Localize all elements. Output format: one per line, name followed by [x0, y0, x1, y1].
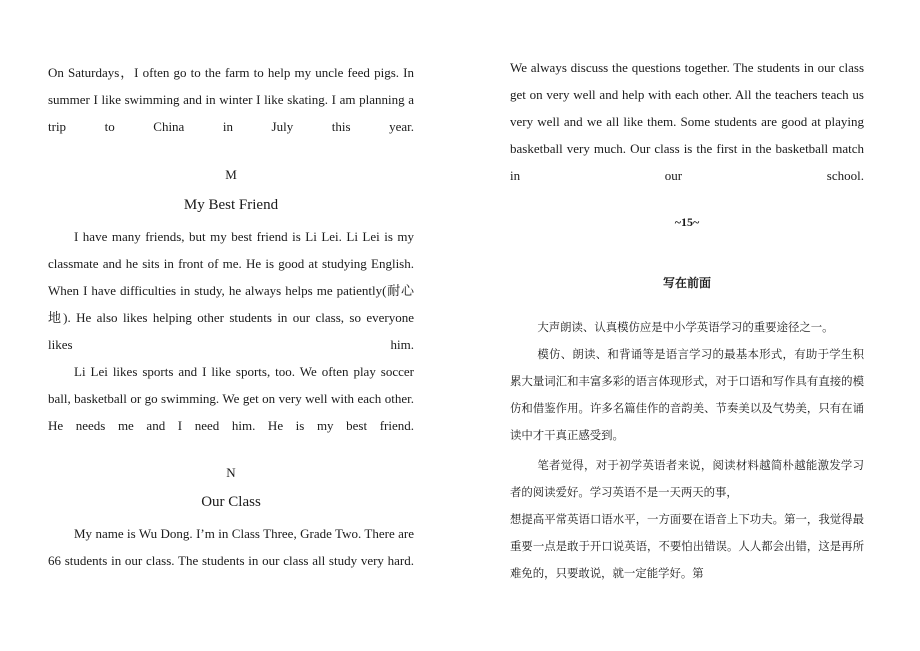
section-n-letter: N [226, 465, 236, 480]
section-m-letter: M [225, 167, 237, 182]
preface-paragraph-2: 模仿、朗读、和背诵等是语言学习的最基本形式，有助于学生积累大量词汇和丰富多彩的语言体现形式，对于口语和写作具有直接的模仿和借鉴作用。许多名篇佳作的音韵美、节奏美以及气势美，只有在诵读中才干真正感受到。 [510, 347, 864, 442]
intro-paragraph: On Saturdays，I often go to the farm to help my uncle feed pigs. In summer I like swimming and in winter I like skating. I am planning a trip to China in July this year. [48, 65, 414, 134]
preface-title: 写在前面 [662, 276, 711, 290]
section-n-title: Our Class [201, 494, 261, 510]
section-m-paragraph-2: Li Lei likes sports and I like sports, too. We often play soccer ball, basketball or go swimming. We get on very well with each other. He needs me and I need him. He is my best friend. [48, 364, 414, 433]
page-number: ~15~ [674, 215, 700, 229]
section-m-title: My Best Friend [183, 197, 279, 213]
preface-paragraph-4: 想提高平常英语口语水平，一方面要在语音上下功夫。第一，我觉得最重要一点是敢于开口说英语，不要怕出错误。人人都会出错，这是再所难免的，只要敢说，就一定能学好。第 [510, 512, 864, 580]
preface-paragraph-3: 笔者觉得，对于初学英语者来说，阅读材料越简朴越能激发学习者的阅读爱好。学习英语不是一天两天的事， [510, 458, 864, 499]
section-m-paragraph-1: I have many friends, but my best friend is Li Lei. Li Lei is my classmate and he sits in front of me. He is good at studying English. When I have difficulties in study, he always helps me patiently(耐心地). He also likes helping other students in our class, so everyone likes him. [48, 229, 414, 352]
preface-paragraph-1: 大声朗读、认真模仿应是中小学英语学习的重要途径之一。 [537, 320, 834, 334]
continued-paragraph: We always discuss the questions together. The students in our class get on very well and help with each other. All the teachers teach us very well and we all like them. Some students are good at playing basketball very much. Our class is the first in the basketball match in our school. [510, 60, 864, 183]
section-n-paragraph: My name is Wu Dong. I’m in Class Three, Grade Two. There are 66 students in our class. The students in our class all study very hard. [48, 526, 414, 568]
